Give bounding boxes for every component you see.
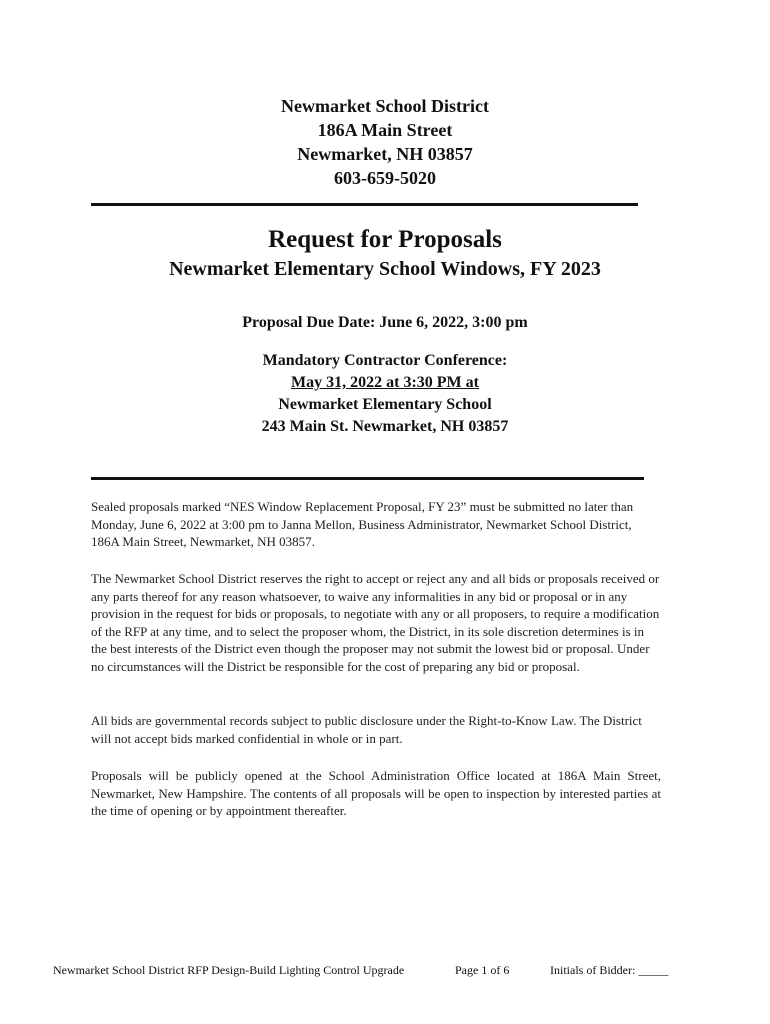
disclosure-text: All bids are governmental records subject to public disclosure under the Right-to-Know Law. The District will not accept bids marked confidential in whole or in part. bbox=[91, 713, 642, 746]
district-name: Newmarket School District bbox=[281, 96, 489, 116]
footer-page-number: Page 1 of 6 bbox=[455, 963, 510, 977]
conference-datetime: May 31, 2022 at 3:30 PM at bbox=[291, 374, 479, 391]
district-phone: 603-659-5020 bbox=[334, 168, 436, 188]
conference-heading: Mandatory Contractor Conference: bbox=[262, 352, 508, 369]
document-title: Request for Proposals bbox=[268, 226, 502, 253]
top-divider bbox=[91, 203, 638, 206]
bottom-divider bbox=[91, 477, 644, 480]
conference-location: Newmarket Elementary School bbox=[278, 396, 492, 413]
district-city: Newmarket, NH 03857 bbox=[297, 144, 473, 164]
opening-text: Proposals will be publicly opened at the School Administration Office located at 186A Main Street, Newmarket, New Hampshire. The contents of all proposals will be open to inspection by interested parties at the time of opening or by appointment thereafter. bbox=[91, 768, 661, 818]
document-subtitle: Newmarket Elementary School Windows, FY 2023 bbox=[169, 258, 601, 280]
submission-text: Sealed proposals marked “NES Window Replacement Proposal, FY 23” must be submitted no later than Monday, June 6, 2022 at 3:00 pm to Janna Mellon, Business Administrator, Newmarket School District, 186A Main Street, Newmarket, NH 03857. bbox=[91, 499, 634, 549]
district-street: 186A Main Street bbox=[317, 120, 453, 140]
footer-initials: Initials of Bidder: _____ bbox=[550, 963, 669, 977]
contractor-conference bbox=[0, 350, 770, 438]
letterhead bbox=[0, 94, 770, 190]
proposal-due-date: Proposal Due Date: June 6, 2022, 3:00 pm bbox=[242, 314, 528, 331]
reservation-text: The Newmarket School District reserves the right to accept or reject any and all bids or proposals received or any parts thereof for any reason whatsoever, to waive any informalities in any bid or proposal or in any provision in the request for bids or proposals, to negotiate with any or all proposers, to require a modification of the RFP at any time, and to select the proposer whom, the District, in its sole discretion determines is in the best interests of the District even though the proposer may not submit the lowest bid or proposal. Under no circumstances will the District be responsible for the cost of preparing any bid or proposal. bbox=[91, 571, 660, 674]
opening-paragraph bbox=[91, 767, 661, 820]
footer-document-name: Newmarket School District RFP Design-Build Lighting Control Upgrade bbox=[53, 963, 405, 977]
reservation-paragraph bbox=[91, 570, 661, 675]
conference-address: 243 Main St. Newmarket, NH 03857 bbox=[261, 418, 509, 435]
disclosure-paragraph bbox=[91, 712, 661, 747]
submission-paragraph bbox=[91, 498, 661, 551]
